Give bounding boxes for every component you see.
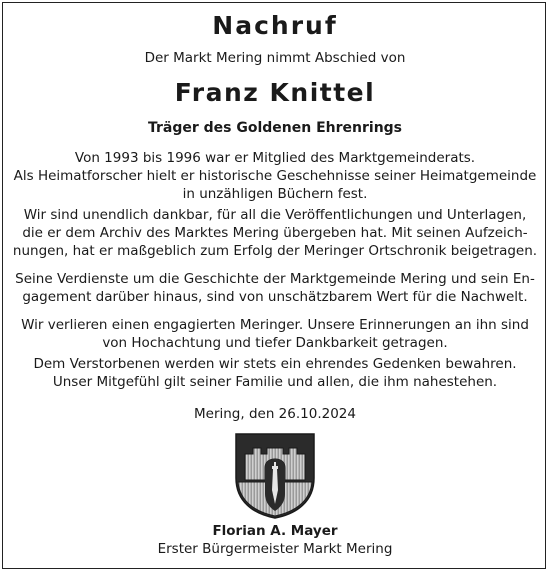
text-line: von Hochachtung und tiefer Dankbarkeit getragen. — [102, 335, 448, 351]
paragraph-memories — [0, 316, 550, 352]
intro-text: Der Markt Mering nimmt Abschied von — [144, 50, 406, 66]
text-line: in unzähligen Büchern fest. — [182, 186, 368, 202]
place-date: Mering, den 26.10.2024 — [194, 406, 356, 422]
mering-coat-of-arms-icon — [234, 432, 316, 520]
text-line: gagement darüber hinaus, sind von unschätzbarem Wert für die Nachwelt. — [22, 289, 528, 305]
notice-title: Nachruf — [212, 11, 338, 40]
paragraph-membership — [0, 149, 550, 203]
signer-name: Florian A. Mayer — [212, 523, 338, 539]
text-line: Von 1993 bis 1996 war er Mitglied des Marktgemeinderats. — [74, 150, 476, 166]
paragraph-merits — [0, 270, 550, 306]
text-line: Dem Verstorbenen werden wir stets ein ehrendes Gedenken bewahren. — [33, 356, 517, 372]
text-line: die er dem Archiv des Marktes Mering übergeben hat. Mit seinen Aufzeich- — [22, 225, 528, 241]
paragraph-gratitude — [0, 206, 550, 260]
text-line: Wir sind unendlich dankbar, für all die Veröffentlichungen und Unterlagen, — [23, 207, 527, 223]
text-line: Als Heimatforscher hielt er historische Geschehnisse seiner Heimatgemeinde — [13, 168, 537, 184]
text-line: Seine Verdienste um die Geschichte der Marktgemeinde Mering und sein En- — [15, 271, 535, 287]
deceased-name: Franz Knittel — [174, 78, 376, 107]
paragraph-condolence — [0, 355, 550, 391]
text-line: Wir verlieren einen engagierten Meringer. Unsere Erinnerungen an ihn sind — [21, 317, 529, 333]
text-line: Unser Mitgefühl gilt seiner Familie und allen, die ihm nahestehen. — [52, 374, 498, 390]
signer-role: Erster Bürgermeister Markt Mering — [157, 541, 393, 557]
honor-title: Träger des Goldenen Ehrenrings — [147, 120, 403, 136]
text-line: nungen, hat er maßgeblich zum Erfolg der Meringer Ortschronik beigetragen. — [12, 243, 538, 259]
